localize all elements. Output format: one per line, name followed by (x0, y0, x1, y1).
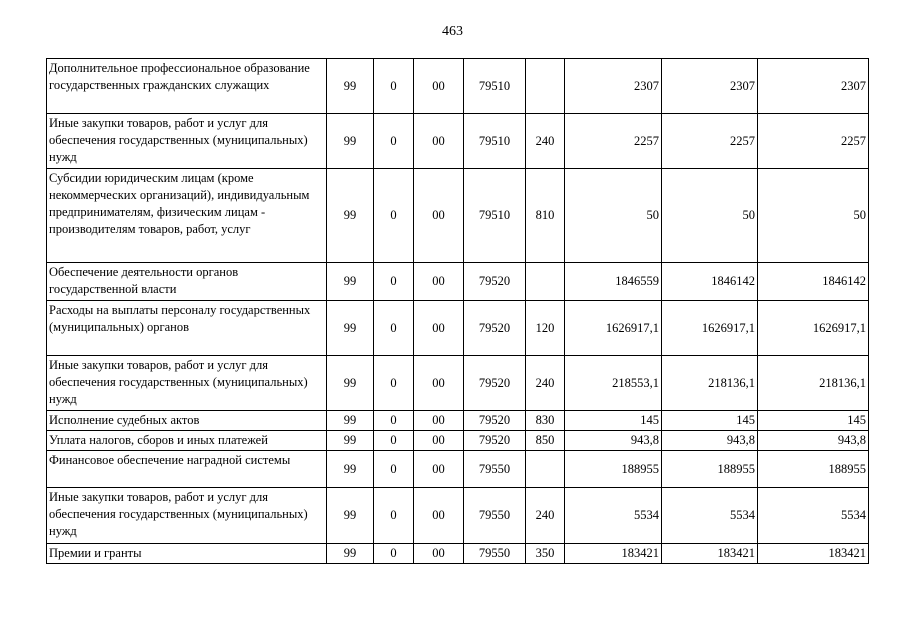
row-sum-2: 2257 (662, 114, 758, 169)
row-element: 00 (414, 114, 464, 169)
row-name: Иные закупки товаров, работ и услуг для обеспечения государственных (муниципальных) нужд (47, 114, 327, 169)
row-name: Дополнительное профессиональное образование государственных гражданских служащих (47, 59, 327, 114)
row-element: 00 (414, 544, 464, 564)
row-name: Иные закупки товаров, работ и услуг для обеспечения государственных (муниципальных) нужд (47, 356, 327, 411)
row-element: 00 (414, 431, 464, 451)
row-program: 99 (327, 544, 374, 564)
table-row (47, 263, 869, 301)
row-sum-3: 2307 (758, 59, 869, 114)
row-program: 99 (327, 169, 374, 263)
row-sum-1: 145 (565, 411, 662, 431)
row-program: 99 (327, 431, 374, 451)
row-sum-3: 1846142 (758, 263, 869, 301)
row-code: 79550 (464, 488, 526, 544)
row-sum-1: 188955 (565, 451, 662, 488)
row-program: 99 (327, 301, 374, 356)
row-code: 79520 (464, 411, 526, 431)
row-code: 79520 (464, 263, 526, 301)
row-name: Исполнение судебных актов (47, 411, 327, 431)
row-subprogram: 0 (374, 114, 414, 169)
row-subprogram: 0 (374, 411, 414, 431)
row-sum-1: 183421 (565, 544, 662, 564)
row-sum-3: 188955 (758, 451, 869, 488)
row-sum-1: 943,8 (565, 431, 662, 451)
row-expense-type: 120 (526, 301, 565, 356)
row-element: 00 (414, 356, 464, 411)
row-expense-type: 810 (526, 169, 565, 263)
table-row (47, 488, 869, 544)
row-sum-3: 5534 (758, 488, 869, 544)
row-name: Иные закупки товаров, работ и услуг для обеспечения государственных (муниципальных) нужд (47, 488, 327, 544)
row-program: 99 (327, 59, 374, 114)
row-program: 99 (327, 114, 374, 169)
row-code: 79520 (464, 431, 526, 451)
row-sum-3: 183421 (758, 544, 869, 564)
row-sum-2: 1626917,1 (662, 301, 758, 356)
row-sum-3: 2257 (758, 114, 869, 169)
row-expense-type: 240 (526, 356, 565, 411)
row-subprogram: 0 (374, 59, 414, 114)
row-expense-type: 350 (526, 544, 565, 564)
row-sum-2: 188955 (662, 451, 758, 488)
table-row (47, 451, 869, 488)
row-sum-1: 1846559 (565, 263, 662, 301)
row-code: 79510 (464, 169, 526, 263)
row-name: Субсидии юридическим лицам (кроме некоммерческих организаций), индивидуальным предпринимателям, физическим лицам - производителям товаров, работ, услуг (47, 169, 327, 263)
budget-table (46, 58, 869, 564)
row-sum-2: 145 (662, 411, 758, 431)
row-element: 00 (414, 488, 464, 544)
row-expense-type (526, 59, 565, 114)
budget-table-body (47, 59, 869, 564)
table-row (47, 301, 869, 356)
row-expense-type (526, 451, 565, 488)
row-sum-2: 5534 (662, 488, 758, 544)
row-element: 00 (414, 301, 464, 356)
table-row (47, 59, 869, 114)
row-subprogram: 0 (374, 263, 414, 301)
row-sum-2: 183421 (662, 544, 758, 564)
row-name: Премии и гранты (47, 544, 327, 564)
table-row (47, 169, 869, 263)
row-name: Финансовое обеспечение наградной системы (47, 451, 327, 488)
row-code: 79550 (464, 544, 526, 564)
table-row (47, 356, 869, 411)
row-sum-1: 2307 (565, 59, 662, 114)
row-sum-2: 2307 (662, 59, 758, 114)
row-expense-type: 830 (526, 411, 565, 431)
row-expense-type: 850 (526, 431, 565, 451)
row-sum-2: 943,8 (662, 431, 758, 451)
row-subprogram: 0 (374, 431, 414, 451)
row-subprogram: 0 (374, 356, 414, 411)
row-program: 99 (327, 263, 374, 301)
row-sum-1: 218553,1 (565, 356, 662, 411)
row-sum-1: 5534 (565, 488, 662, 544)
row-subprogram: 0 (374, 488, 414, 544)
row-element: 00 (414, 411, 464, 431)
row-program: 99 (327, 411, 374, 431)
table-row (47, 431, 869, 451)
row-element: 00 (414, 263, 464, 301)
row-name: Уплата налогов, сборов и иных платежей (47, 431, 327, 451)
row-name: Обеспечение деятельности органов государственной власти (47, 263, 327, 301)
row-subprogram: 0 (374, 169, 414, 263)
row-code: 79520 (464, 301, 526, 356)
row-element: 00 (414, 59, 464, 114)
table-row (47, 411, 869, 431)
table-row (47, 544, 869, 564)
row-expense-type: 240 (526, 488, 565, 544)
row-program: 99 (327, 451, 374, 488)
row-element: 00 (414, 451, 464, 488)
row-subprogram: 0 (374, 451, 414, 488)
row-sum-3: 1626917,1 (758, 301, 869, 356)
row-subprogram: 0 (374, 544, 414, 564)
row-sum-3: 50 (758, 169, 869, 263)
row-sum-1: 2257 (565, 114, 662, 169)
row-sum-2: 1846142 (662, 263, 758, 301)
row-element: 00 (414, 169, 464, 263)
row-expense-type: 240 (526, 114, 565, 169)
row-sum-3: 943,8 (758, 431, 869, 451)
row-code: 79520 (464, 356, 526, 411)
row-sum-2: 218136,1 (662, 356, 758, 411)
row-subprogram: 0 (374, 301, 414, 356)
row-program: 99 (327, 356, 374, 411)
row-sum-2: 50 (662, 169, 758, 263)
row-code: 79510 (464, 59, 526, 114)
table-row (47, 114, 869, 169)
row-expense-type (526, 263, 565, 301)
page-number: 463 (442, 24, 463, 39)
row-sum-3: 218136,1 (758, 356, 869, 411)
row-sum-3: 145 (758, 411, 869, 431)
row-code: 79550 (464, 451, 526, 488)
row-program: 99 (327, 488, 374, 544)
row-sum-1: 50 (565, 169, 662, 263)
row-name: Расходы на выплаты персоналу государственных (муниципальных) органов (47, 301, 327, 356)
row-code: 79510 (464, 114, 526, 169)
row-sum-1: 1626917,1 (565, 301, 662, 356)
